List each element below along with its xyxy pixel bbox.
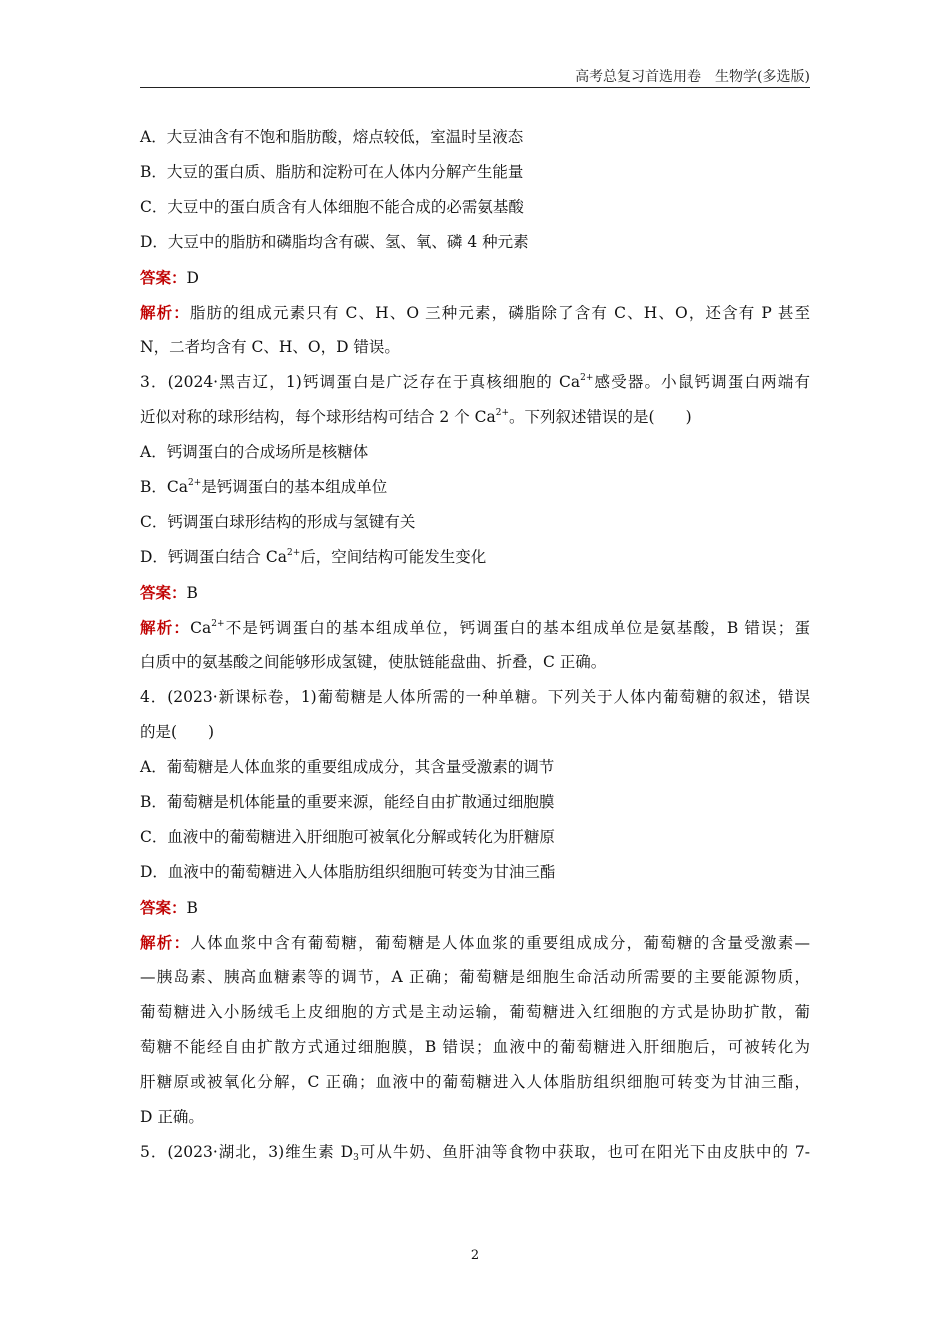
q3-option-a: A．钙调蛋白的合成场所是核糖体 — [140, 443, 369, 461]
q2-option-b: B．大豆的蛋白质、脂肪和淀粉可在人体内分解产生能量 — [140, 163, 524, 181]
answer-label: 答案： — [140, 583, 187, 602]
q4-analysis-line-1 — [140, 925, 810, 960]
q4-stem-line-1: 4．(2023·新课标卷，1)葡萄糖是人体所需的一种单糖。下列关于人体内葡萄糖的叙述，错误 — [140, 688, 810, 706]
charge-superscript: 2+ — [188, 478, 202, 488]
running-header: 高考总复习首选用卷 生物学(多选版) — [575, 69, 810, 85]
analysis-text: 人体血浆中含有葡萄糖，葡萄糖是人体血浆的重要组成成分，葡萄糖的含量受激素— — [190, 934, 810, 952]
analysis-text: Ca — [190, 619, 212, 637]
q4-analysis-line-3: 葡萄糖进入小肠绒毛上皮细胞的方式是主动运输，葡萄糖进入红细胞的方式是协助扩散，葡 — [140, 1003, 810, 1021]
analysis-text: 不是钙调蛋白的基本组成单位，钙调蛋白的基本组成单位是氨基酸，B 错误；蛋 — [224, 619, 810, 637]
q2-option-a: A．大豆油含有不饱和脂肪酸，熔点较低，室温时呈液态 — [140, 128, 524, 146]
q3-stem-line-2 — [140, 400, 810, 435]
analysis-label: 解析： — [140, 303, 190, 322]
header-rule — [140, 87, 810, 88]
q3-option-text: 后，空间结构可能发生变化 — [300, 548, 487, 566]
q4-option-c: C．血液中的葡萄糖进入肝细胞可被氧化分解或转化为肝糖原 — [140, 828, 555, 846]
q3-analysis-line-2: 白质中的氨基酸之间能够形成氢键，使肽链能盘曲、折叠，C 正确。 — [140, 653, 607, 671]
q3-stem-text: 3．(2024·黑吉辽，1)钙调蛋白是广泛存在于真核细胞的 Ca — [140, 373, 581, 391]
q3-stem-text: 。下列叙述错误的是( ) — [509, 408, 692, 426]
q3-option-text: 是钙调蛋白的基本组成单位 — [201, 478, 388, 496]
q3-option-text: B．Ca — [140, 478, 188, 496]
q4-option-d: D．血液中的葡萄糖进入人体脂肪组织细胞可转变为甘油三酯 — [140, 863, 556, 881]
q4-analysis-line-5: 肝糖原或被氧化分解，C 正确；血液中的葡萄糖进入人体脂肪组织细胞可转变为甘油三酯， — [140, 1073, 810, 1091]
q3-stem-line-1 — [140, 365, 810, 400]
q5-stem-text: 可从牛奶、鱼肝油等食物中获取，也可在阳光下由皮肤中的 7- — [358, 1143, 811, 1161]
analysis-label: 解析： — [140, 933, 191, 952]
answer-value: B — [186, 584, 198, 602]
q4-option-b: B．葡萄糖是机体能量的重要来源，能经自由扩散通过细胞膜 — [140, 793, 555, 811]
page-number: 2 — [470, 1248, 480, 1263]
analysis-label: 解析： — [140, 618, 191, 637]
q5-stem-text: 5．(2023·湖北，3)维生素 D — [140, 1143, 354, 1161]
charge-superscript: 2+ — [211, 619, 225, 629]
vitamin-subscript: 3 — [353, 1153, 359, 1163]
q2-option-c: C．大豆中的蛋白质含有人体细胞不能合成的必需氨基酸 — [140, 198, 524, 216]
charge-superscript: 2+ — [286, 548, 301, 558]
q3-analysis-line-1 — [140, 610, 810, 645]
q2-answer — [140, 260, 810, 295]
answer-label: 答案： — [140, 898, 187, 917]
charge-superscript: 2+ — [495, 408, 510, 418]
q4-option-a: A．葡萄糖是人体血浆的重要组成成分，其含量受激素的调节 — [140, 758, 555, 776]
q3-stem-text: 感受器。小鼠钙调蛋白两端有 — [593, 373, 810, 391]
q2-option-d: D．大豆中的脂肪和磷脂均含有碳、氢、氧、磷 4 种元素 — [140, 233, 529, 251]
page-content — [140, 120, 810, 1170]
q3-option-text: D．钙调蛋白结合 Ca — [140, 548, 287, 566]
answer-value: D — [186, 269, 199, 287]
q4-analysis-line-4: 萄糖不能经自由扩散方式通过细胞膜，B 错误；血液中的葡萄糖进入肝细胞后，可被转化为 — [140, 1038, 810, 1056]
charge-superscript: 2+ — [580, 373, 594, 383]
q3-answer — [140, 575, 810, 610]
q4-analysis-line-6: D 正确。 — [140, 1108, 204, 1126]
q3-option-d — [140, 540, 810, 575]
q3-option-c: C．钙调蛋白球形结构的形成与氢键有关 — [140, 513, 416, 531]
q3-option-b — [140, 470, 810, 505]
analysis-text: 脂肪的组成元素只有 C、H、O 三种元素，磷脂除了含有 C、H、O，还含有 P 甚至 — [189, 304, 810, 322]
q2-analysis-line-1 — [140, 295, 810, 330]
q2-analysis-line-2: N，二者均含有 C、H、O，D 错误。 — [140, 338, 400, 356]
q4-stem-line-2: 的是( ) — [140, 723, 215, 741]
q4-analysis-line-2: —胰岛素、胰高血糖素等的调节，A 正确；葡萄糖是细胞生命活动所需要的主要能源物质， — [140, 968, 810, 986]
q4-answer — [140, 890, 810, 925]
q5-stem-line-1 — [140, 1135, 810, 1170]
answer-value: B — [186, 899, 198, 917]
answer-label: 答案： — [140, 268, 187, 287]
q3-stem-text: 近似对称的球形结构，每个球形结构可结合 2 个 Ca — [140, 408, 496, 426]
